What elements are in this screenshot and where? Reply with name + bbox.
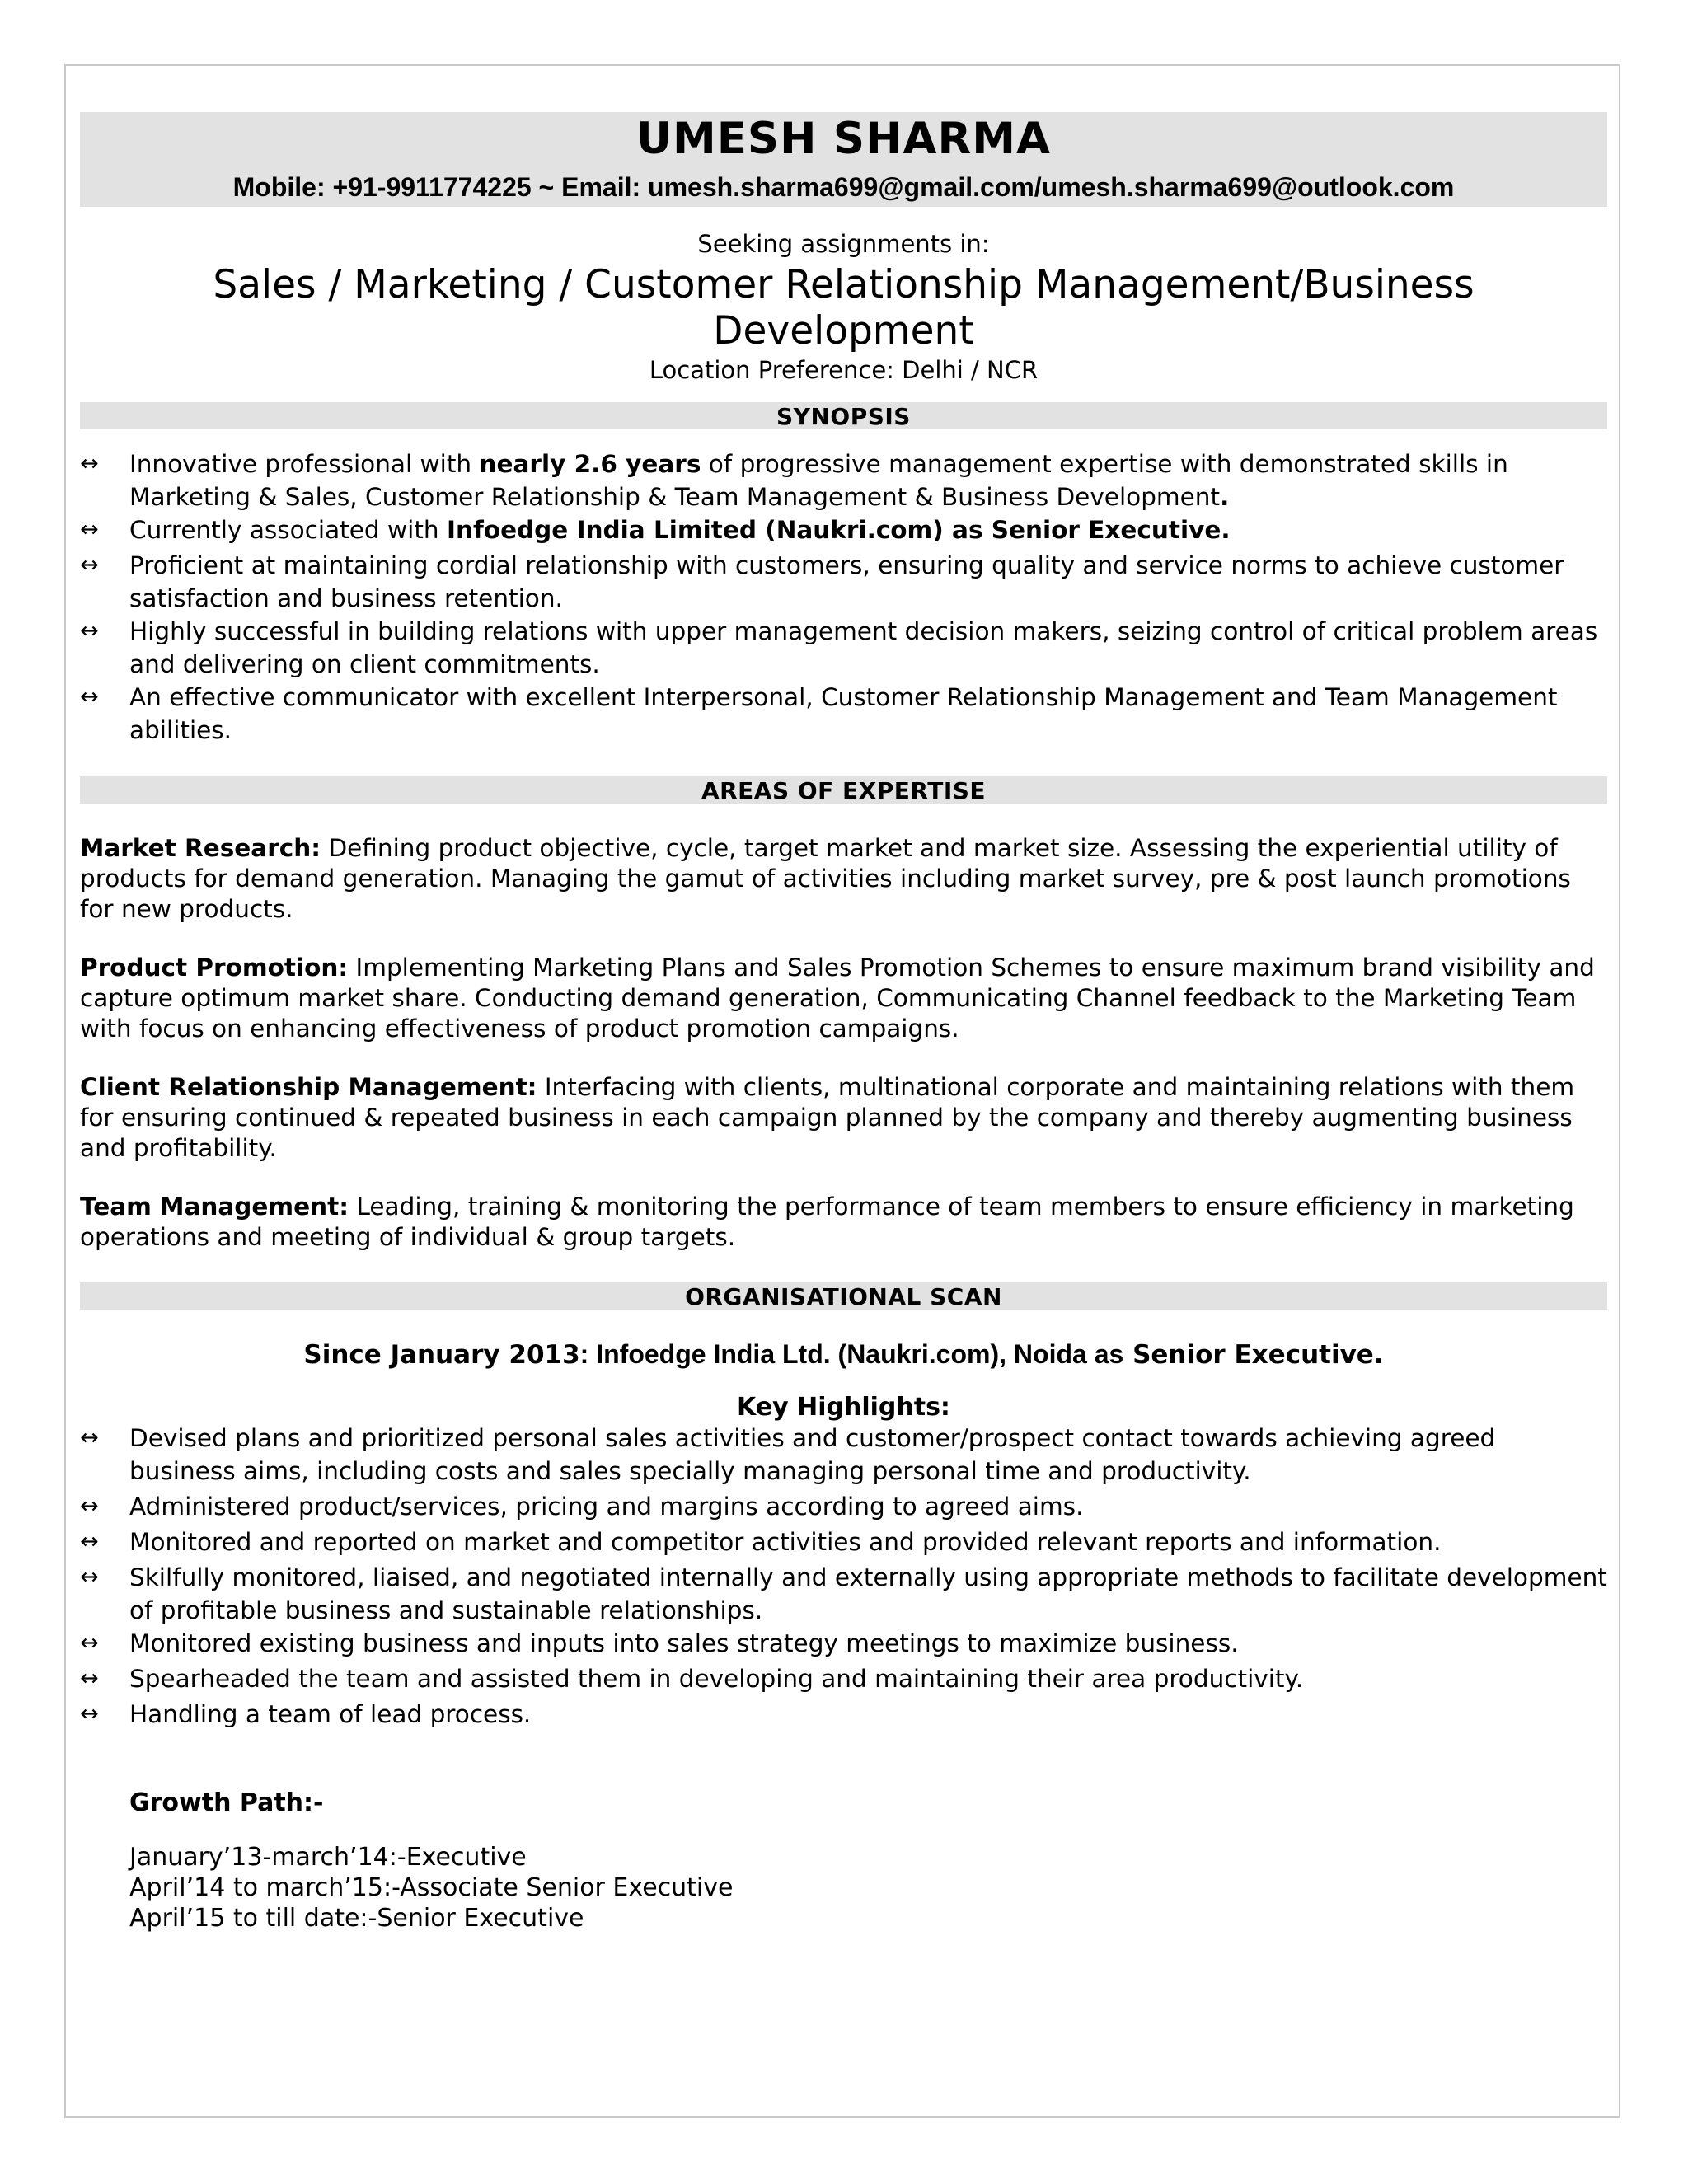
bullet-arrow-icon: ↔	[80, 618, 99, 644]
bullet-arrow-icon: ↔	[80, 1630, 99, 1656]
target-areas-line-1: Sales / Marketing / Customer Relationship Management/Business	[213, 262, 1475, 307]
bullet-arrow-icon: ↔	[80, 451, 99, 476]
synopsis-item: ↔ An effective communicator with excellent Interpersonal, Customer Relationship Management and Team Management abilities.	[80, 681, 1607, 747]
synopsis-item: ↔ Proficient at maintaining cordial relationship with customers, ensuring quality and service norms to achieve customer satisfaction and business retention.	[80, 549, 1607, 615]
highlights-list	[80, 1422, 1607, 1731]
target-areas-line-2: Development	[713, 308, 974, 354]
expertise-market-research: Market Research: Defining product objective, cycle, target market and market size. Assessing the experiential utility of products for demand generation. Managing the gamut of activities including market survey, pre & post launch promotions for new products.	[80, 834, 1571, 923]
growth-path-item: April’14 to march’15:-Associate Senior Executive	[129, 1873, 734, 1902]
bullet-arrow-icon: ↔	[80, 684, 99, 710]
bullet-arrow-icon: ↔	[80, 1425, 99, 1451]
growth-path-item: April’15 to till date:-Senior Executive	[129, 1904, 584, 1933]
bullet-arrow-icon: ↔	[80, 1529, 99, 1554]
highlight-item: ↔ Handling a team of lead process.	[80, 1698, 1607, 1731]
bullet-arrow-icon: ↔	[80, 552, 99, 578]
highlight-item: ↔ Spearheaded the team and assisted them in developing and maintaining their area productivity.	[80, 1662, 1607, 1695]
seeking-label: Seeking assignments in:	[697, 230, 990, 258]
synopsis-item: ↔ Currently associated with Infoedge India Limited (Naukri.com) as Senior Executive.	[80, 513, 1607, 546]
expertise-product-promotion: Product Promotion: Implementing Marketing Plans and Sales Promotion Schemes to ensure maximum brand visibility and capture optimum market share. Conducting demand generation, Communicating Channel feedback to the Marketing Team with focus on enhancing effectiveness of product promotion campaigns.	[80, 954, 1595, 1043]
header-band	[80, 112, 1607, 207]
location-preference: Location Preference: Delhi / NCR	[649, 356, 1039, 384]
bullet-arrow-icon: ↔	[80, 1564, 99, 1590]
synopsis-item: ↔ Innovative professional with nearly 2.6 years of progressive management expertise with demonstrated skills in Marketing & Sales, Customer Relationship & Team Management & Business Development.	[80, 448, 1607, 513]
bullet-arrow-icon: ↔	[80, 1666, 99, 1691]
highlight-item: ↔ Administered product/services, pricing and margins according to agreed aims.	[80, 1490, 1607, 1523]
highlight-item: ↔ Devised plans and prioritized personal sales activities and customer/prospect contact towards achieving agreed business aims, including costs and sales specially managing personal time and productivity.	[80, 1422, 1607, 1488]
current-position: Since January 2013: Infoedge India Ltd. (Naukri.com), Noida as Senior Executive.	[303, 1339, 1384, 1370]
growth-path-list	[80, 1842, 1607, 1933]
expertise-team-management: Team Management: Leading, training & monitoring the performance of team members to ensure efficiency in marketing operations and meeting of individual & group targets.	[80, 1193, 1574, 1251]
highlight-item: ↔ Monitored and reported on market and competitor activities and provided relevant reports and information.	[80, 1526, 1607, 1558]
synopsis-list	[80, 448, 1607, 747]
key-highlights-heading: Key Highlights:	[737, 1393, 950, 1422]
synopsis-heading: SYNOPSIS	[80, 402, 1607, 429]
candidate-name: UMESH SHARMA	[635, 114, 1052, 164]
expertise-client-relationship: Client Relationship Management: Interfacing with clients, multinational corporate and maintaining relations with them for ensuring continued & repeated business in each campaign planned by the company and thereby augmenting business and profitability.	[80, 1073, 1575, 1162]
expertise-heading: AREAS OF EXPERTISE	[80, 776, 1607, 804]
highlight-item: ↔ Monitored existing business and inputs into sales strategy meetings to maximize business.	[80, 1627, 1607, 1660]
highlight-item: ↔ Skilfully monitored, liaised, and negotiated internally and externally using appropriate methods to facilitate development of profitable business and sustainable relationships.	[80, 1561, 1607, 1627]
resume-page	[80, 112, 1607, 1933]
contact-line: Mobile: +91-9911774225 ~ Email: umesh.sharma699@gmail.com/umesh.sharma699@outlook.com	[232, 172, 1455, 202]
synopsis-item: ↔ Highly successful in building relations with upper management decision makers, seizing control of critical problem areas and delivering on client commitments.	[80, 615, 1607, 681]
organisation-heading: ORGANISATIONAL SCAN	[80, 1282, 1607, 1310]
bullet-arrow-icon: ↔	[80, 1493, 99, 1519]
bullet-arrow-icon: ↔	[80, 517, 99, 542]
growth-path-item: January’13-march’14:-Executive	[129, 1843, 527, 1872]
target-areas	[80, 262, 1607, 354]
bullet-arrow-icon: ↔	[80, 1701, 99, 1727]
growth-path-heading: Growth Path:-	[129, 1788, 324, 1817]
